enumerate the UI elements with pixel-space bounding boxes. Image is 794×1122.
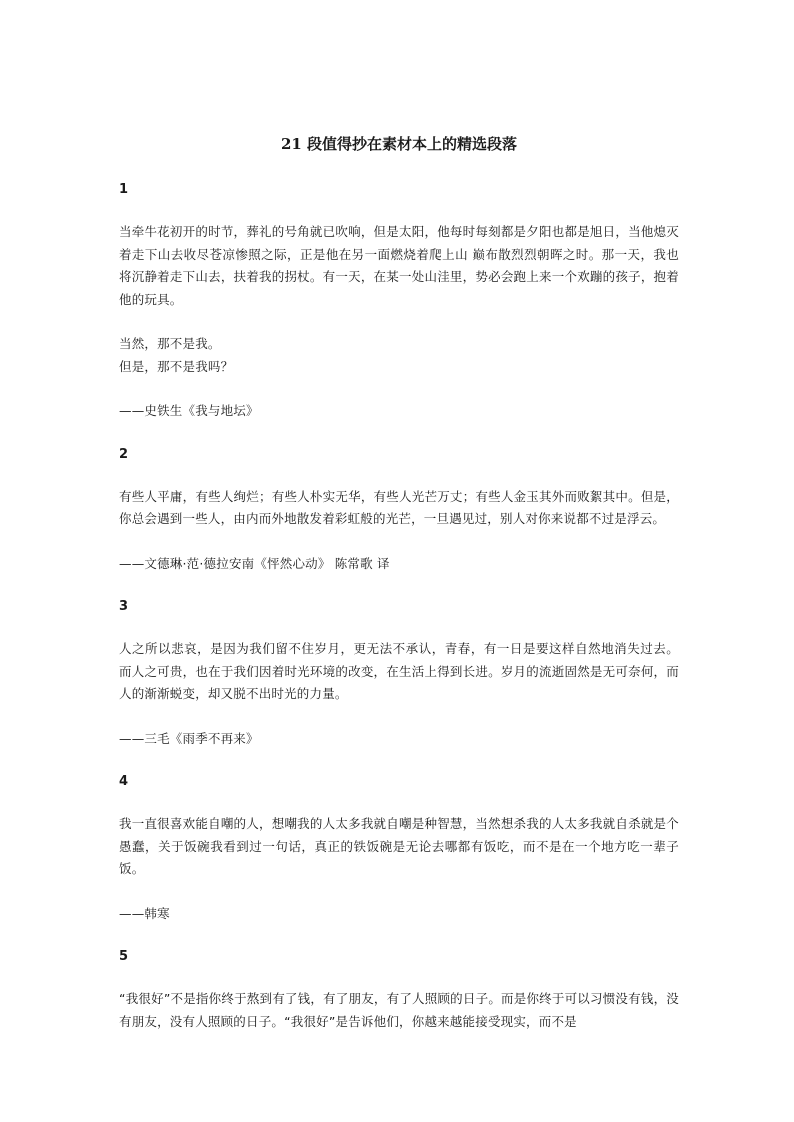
section-2 [119,445,679,576]
section-4 [119,772,679,925]
section-lines [119,333,679,378]
section-paragraph: 当牵牛花初开的时节，葬礼的号角就已吹响，但是太阳，他每时每刻都是夕阳也都是旭日，当他熄灭着走下山去收尽苍凉惨照之际，正是他在另一面燃烧着爬上山 巅布散烈烈朝晖之时。那一天，我也将沉静着走下山去，扶着我的拐杖。有一天，在某一处山洼里，势必会跑上来一个欢蹦的孩子，抱着他的玩具。 [119,224,679,307]
section-attribution: ——三毛《雨季不再来》 [119,730,259,746]
section-paragraph: 有些人平庸，有些人绚烂；有些人朴实无华，有些人光芒万丈；有些人金玉其外而败絮其中。但是，你总会遇到一些人，由内而外地散发着彩虹般的光芒，一旦遇见过，别人对你来说都不过是浮云。 [119,488,679,526]
section-number: 4 [119,774,129,789]
section-5 [119,947,679,1033]
section-3 [119,597,679,750]
section-line: 但是，那不是我吗？ [119,358,234,374]
document-page [119,131,679,1055]
section-paragraph: 人之所以悲哀，是因为我们留不住岁月，更无法不承认，青春，有一日是要这样自然地消失过去。 而人之可贵，也在于我们因着时光环境的改变，在生活上得到长进。岁月的流逝固然是无可奈何，而人的渐渐蜕变，却又脱不出时光的力量。 [119,641,679,701]
section-number: 2 [119,446,129,462]
section-paragraph: “我很好”不是指你终于熬到有了钱，有了朋友，有了人照顾的日子。而是你终于可以习惯没有钱，没有朋友，没有人照顾的日子。“我很好”是告诉他们，你越来越能接受现实，而不是 [119,991,679,1029]
section-paragraph: 我一直很喜欢能自嘲的人，想嘲我的人太多我就自嘲是种智慧，当然想杀我的人太多我就自杀就是个愚蠢，关于饭碗我看到过一句话，真正的铁饭碗是无论去哪都有饭吃，而不是在一个地方吃一辈子饭。 [119,816,679,876]
section-1 [119,180,679,423]
section-number: 5 [119,949,129,964]
section-number: 3 [119,599,129,614]
document-title: 21 段值得抄在素材本上的精选段落 [280,135,518,153]
section-line: 当然，那不是我。 [119,336,221,351]
section-attribution: ——文德琳·范·德拉安南《怦然心动》 陈常歌 译 [119,555,390,571]
section-number: 1 [119,182,129,197]
section-attribution: ——史铁生《我与地坛》 [119,403,259,418]
section-attribution: ——韩寒 [119,905,170,921]
